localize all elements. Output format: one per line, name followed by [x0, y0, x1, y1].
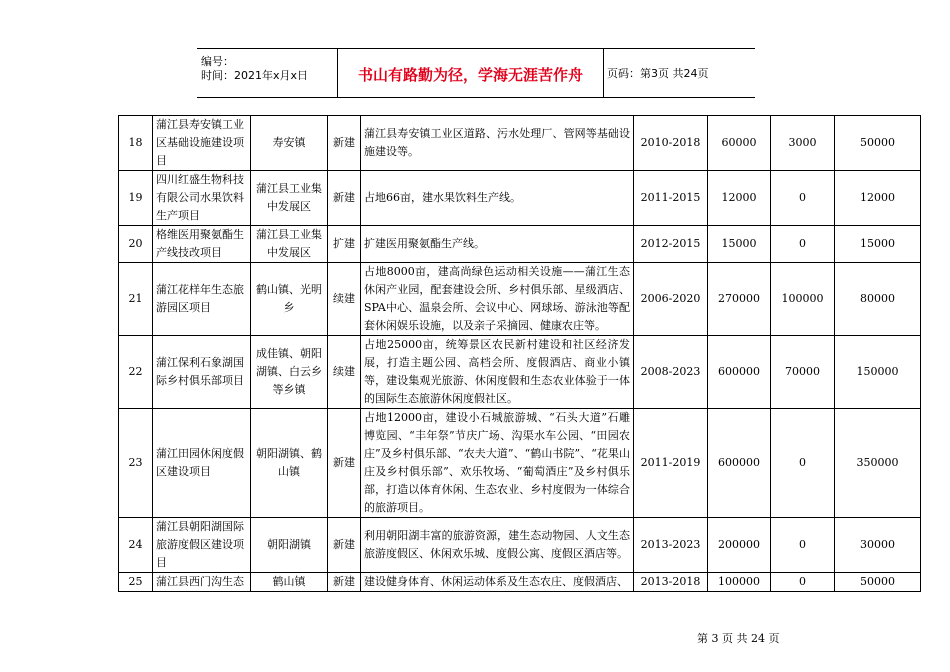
- total-investment: 15000: [708, 226, 771, 263]
- project-content: 蒲江县寿安镇工业区道路、污水处理厂、管网等基础设施建设等。: [361, 116, 634, 171]
- row-number: 25: [119, 573, 153, 592]
- row-number: 18: [119, 116, 153, 171]
- project-name: 四川红盛生物科技有限公司水果饮料生产项目: [153, 171, 251, 226]
- project-name: 格维医用聚氨酯生产线技改项目: [153, 226, 251, 263]
- project-content: 利用朝阳湖丰富的旅游资源，建生态动物园、人文生态旅游度假区、休闲欢乐城、度假公寓、度假区酒店等。: [361, 518, 634, 573]
- construction-period: 2011-2015: [634, 171, 708, 226]
- project-name: 蒲江花样年生态旅游园区项目: [153, 263, 251, 336]
- total-investment: 270000: [708, 263, 771, 336]
- planned-investment: 15000: [835, 226, 921, 263]
- project-content: 占地25000亩，统筹景区农民新村建设和社区经济发展，打造主题公园、高档会所、度假酒店、商业小镇等，建设集观光旅游、休闲度假和生态农业体验于一体的国际生态旅游休闲度假社区。: [361, 336, 634, 409]
- project-content: 占地12000亩，建设小石城旅游城、“石头大道”石雕博览园、“丰年祭”节庆广场、沟渠水车公园、“田园农庄”及乡村俱乐部、“农夫大道”、“鹤山书院”、“花果山庄及乡村俱乐部”、欢乐牧场、“葡萄酒庄”及乡村俱乐部，打造以体育休闲、生态农业、乡村度假为一体综合的旅游项目。: [361, 409, 634, 518]
- total-investment: 600000: [708, 336, 771, 409]
- row-number: 22: [119, 336, 153, 409]
- completed-investment: 100000: [771, 263, 835, 336]
- project-name: 蒲江县朝阳湖国际旅游度假区建设项目: [153, 518, 251, 573]
- table-row: [119, 409, 921, 518]
- project-location: 朝阳湖镇: [251, 518, 328, 573]
- table-row: [119, 226, 921, 263]
- project-content: 占地66亩，建水果饮料生产线。: [361, 171, 634, 226]
- construction-type: 新建: [328, 573, 361, 592]
- planned-investment: 50000: [835, 116, 921, 171]
- construction-period: 2013-2018: [634, 573, 708, 592]
- project-location: 蒲江县工业集中发展区: [251, 226, 328, 263]
- construction-type: 新建: [328, 116, 361, 171]
- construction-type: 新建: [328, 518, 361, 573]
- header-page-cell: [603, 49, 753, 97]
- table-row: [119, 171, 921, 226]
- total-investment: 12000: [708, 171, 771, 226]
- table-row: [119, 518, 921, 573]
- construction-period: 2006-2020: [634, 263, 708, 336]
- total-investment: 600000: [708, 409, 771, 518]
- total-investment: 60000: [708, 116, 771, 171]
- planned-investment: 12000: [835, 171, 921, 226]
- project-content: 扩建医用聚氨酯生产线。: [361, 226, 634, 263]
- completed-investment: 0: [771, 518, 835, 573]
- total-investment: 200000: [708, 518, 771, 573]
- completed-investment: 0: [771, 573, 835, 592]
- page-header: [197, 48, 755, 98]
- construction-period: 2010-2018: [634, 116, 708, 171]
- completed-investment: 0: [771, 409, 835, 518]
- page-footer: 第 3 页 共 24 页: [697, 632, 780, 645]
- project-content: 占地8000亩，建高尚绿色运动相关设施——蒲江生态休闲产业园，配套建设会所、乡村俱乐部、星级酒店、SPA中心、温泉会所、会议中心、网球场、游泳池等配套休闲娱乐设施，以及亲子采摘园、健康农庄等。: [361, 263, 634, 336]
- number-label: 编号：: [201, 55, 234, 68]
- planned-investment: 50000: [835, 573, 921, 592]
- page-label: 页码：第3页 共24页: [607, 67, 709, 80]
- project-table: [118, 115, 921, 592]
- planned-investment: 350000: [835, 409, 921, 518]
- construction-period: 2008-2023: [634, 336, 708, 409]
- row-number: 20: [119, 226, 153, 263]
- construction-period: 2013-2023: [634, 518, 708, 573]
- table-row: [119, 116, 921, 171]
- row-number: 23: [119, 409, 153, 518]
- construction-period: 2011-2019: [634, 409, 708, 518]
- construction-period: 2012-2015: [634, 226, 708, 263]
- completed-investment: 0: [771, 226, 835, 263]
- project-location: 鹤山镇、光明乡: [251, 263, 328, 336]
- planned-investment: 80000: [835, 263, 921, 336]
- project-location: 蒲江县工业集中发展区: [251, 171, 328, 226]
- table-row: [119, 263, 921, 336]
- table-row: [119, 336, 921, 409]
- project-name: 蒲江田园休闲度假区建设项目: [153, 409, 251, 518]
- completed-investment: 0: [771, 171, 835, 226]
- header-meta: [197, 49, 337, 97]
- project-name: 蒲江县西门沟生态: [153, 573, 251, 592]
- construction-type: 新建: [328, 409, 361, 518]
- construction-type: 新建: [328, 171, 361, 226]
- project-content: 建设健身体育、休闲运动体系及生态农庄、度假酒店、: [361, 573, 634, 592]
- completed-investment: 70000: [771, 336, 835, 409]
- project-location: 鹤山镇: [251, 573, 328, 592]
- construction-type: 扩建: [328, 226, 361, 263]
- project-location: 成佳镇、朝阳湖镇、白云乡等乡镇: [251, 336, 328, 409]
- project-name: 蒲江县寿安镇工业区基础设施建设项目: [153, 116, 251, 171]
- header-motto-cell: [337, 49, 604, 97]
- date-label: 时间：2021年x月x日: [201, 69, 309, 82]
- completed-investment: 3000: [771, 116, 835, 171]
- row-number: 24: [119, 518, 153, 573]
- planned-investment: 30000: [835, 518, 921, 573]
- total-investment: 100000: [708, 573, 771, 592]
- project-name: 蒲江保利石象湖国际乡村俱乐部项目: [153, 336, 251, 409]
- construction-type: 续建: [328, 263, 361, 336]
- motto-text: 书山有路勤为径，学海无涯苦作舟: [357, 66, 583, 84]
- construction-type: 续建: [328, 336, 361, 409]
- project-location: 朝阳湖镇、鹤山镇: [251, 409, 328, 518]
- project-location: 寿安镇: [251, 116, 328, 171]
- row-number: 21: [119, 263, 153, 336]
- table-row: [119, 573, 921, 592]
- row-number: 19: [119, 171, 153, 226]
- planned-investment: 150000: [835, 336, 921, 409]
